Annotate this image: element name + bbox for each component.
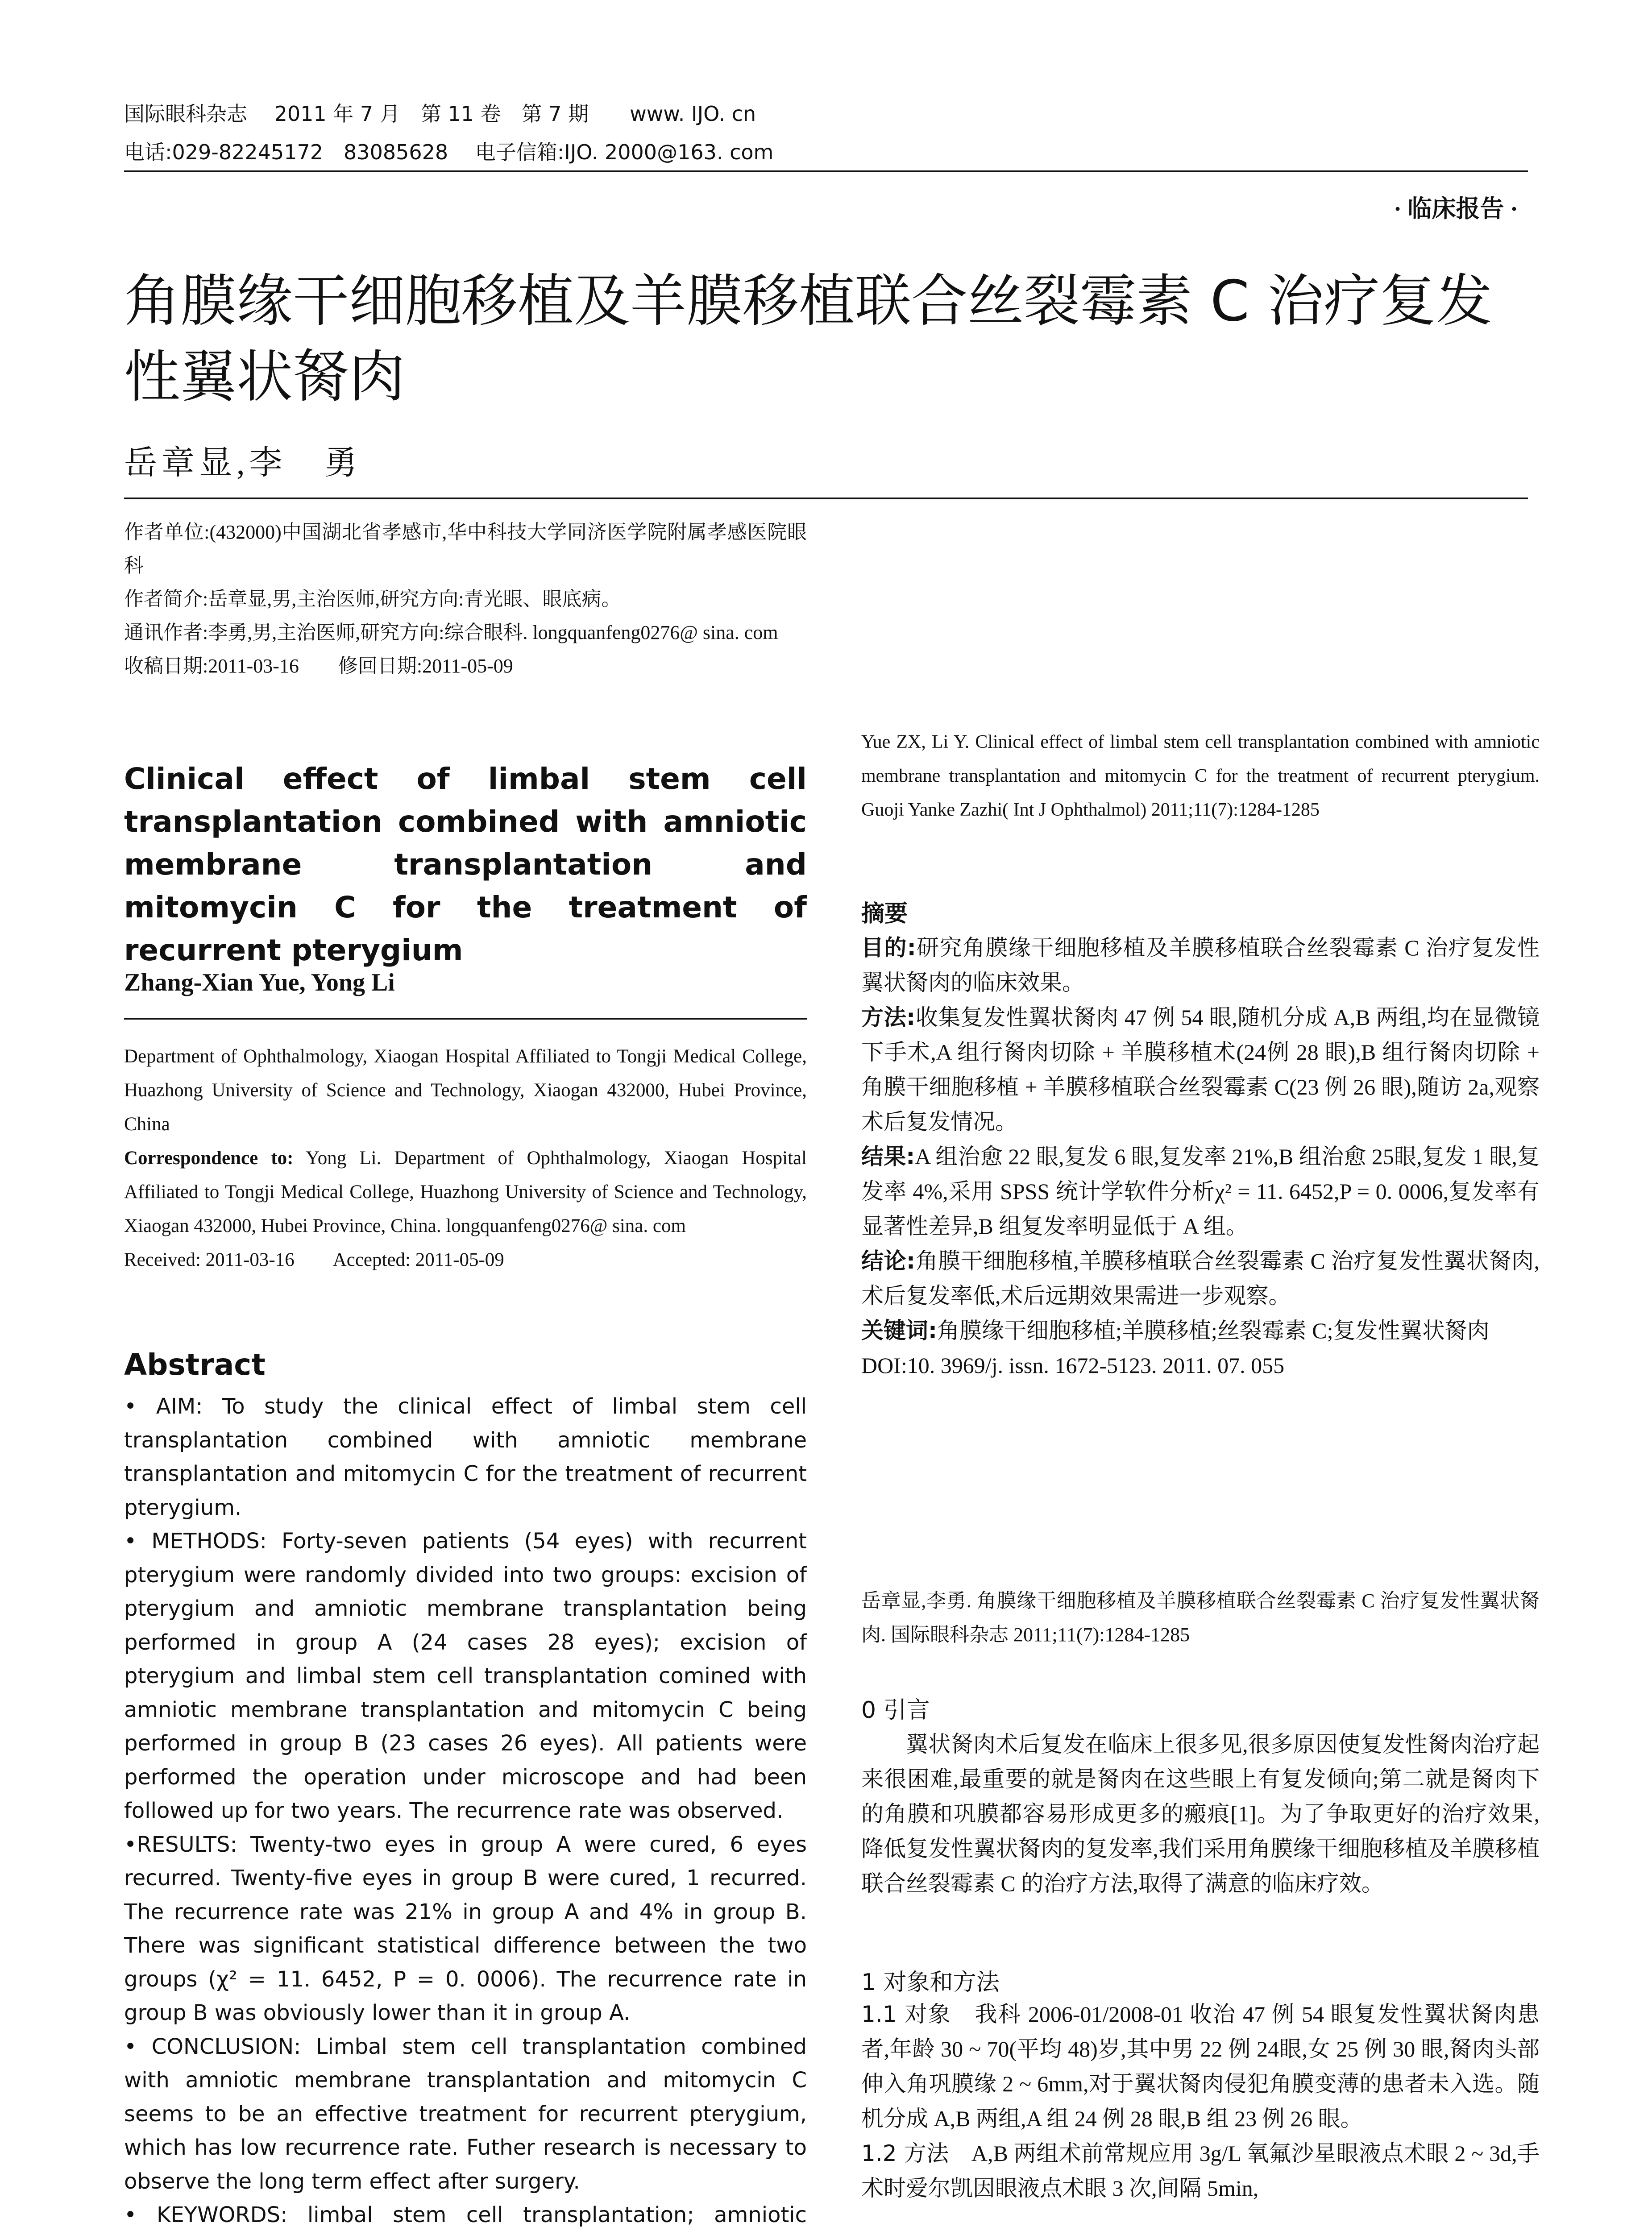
subject-label: 1.1 对象 xyxy=(861,2001,952,2027)
zh-methods xyxy=(861,1000,1540,1139)
affiliation-zh: 作者单位:(432000)中国湖北省孝感市,华中科技大学同济医学院附属孝感医院眼科 xyxy=(124,521,807,576)
zh-results xyxy=(861,1139,1540,1244)
zh-aim-text: 研究角膜缘干细胞移植及羊膜移植联合丝裂霉素 C 治疗复发性翼状胬肉的临床效果。 xyxy=(861,935,1540,995)
abstract-heading: Abstract xyxy=(124,1348,266,1382)
intro-heading: 0 引言 xyxy=(861,1697,930,1724)
zh-doi: DOI:10. 3969/j. issn. 1672-5123. 2011. 07. 055 xyxy=(861,1353,1285,1378)
conclusion-label: • CONCLUSION: xyxy=(124,2034,301,2059)
methods-body xyxy=(861,1997,1540,2206)
zh-keywords xyxy=(861,1313,1540,1348)
authors-rule xyxy=(124,1018,807,1020)
subject-text: 我科 2006-01/2008-01 收治 47 例 54 眼复发性翼状胬肉患者,年龄 30 ~ 70(平均 48)岁,其中男 22 例 24眼,女 25 例 30 眼,胬肉头部伸入角巩膜缘 2 ~ 6mm,对于翼状胬肉侵犯角膜变薄的患者未入选。随机分成 A,B 两组,A 组 24 例 28 眼,B 组 23 例 26 眼。 xyxy=(861,2002,1540,2131)
citation-zh: 岳章显,李勇. 角膜缘干细胞移植及羊膜移植联合丝裂霉素 C 治疗复发性翼状胬肉. 国际眼科杂志 2011;11(7):1284-1285 xyxy=(861,1590,1540,1646)
header-rule xyxy=(124,170,1528,172)
methods-label: • METHODS: xyxy=(124,1529,267,1554)
title-en: Clinical effect of limbal stem cell transplantation combined with amniotic membrane transplantation and mitomycin C for the treatment of recurrent pterygium xyxy=(124,762,807,967)
zh-aim-label: 目的: xyxy=(861,935,916,961)
abstract-zh-heading: 摘要 xyxy=(861,900,908,927)
zh-conclusion-label: 结论: xyxy=(861,1248,916,1274)
dates-zh: 收稿日期:2011-03-16 修回日期:2011-05-09 xyxy=(124,655,513,677)
section-tag: · 临床报告 · xyxy=(1393,195,1518,222)
conclusion-text: Limbal stem cell transplantation combined with amniotic membrane transplantation and mitomycin C seems to be an effective treatment for recurrent pterygium, which has low recurrence rate. Futher research is necessary to observe the long term effect after surgery. xyxy=(124,2034,807,2194)
correspondence-text: Yong Li. Department of Ophthalmology, Xiaogan Hospital Affiliated to Tongji Medical College, Huazhong University of Science and Technology, Xiaogan 432000, Hubei Province, China. longquanfeng0276@ sina. com xyxy=(124,1148,807,1236)
affiliation-en: Department of Ophthalmology, Xiaogan Hospital Affiliated to Tongji Medical College, Huazhong University of Science and Technology, Xiaogan 432000, Hubei Province, China xyxy=(124,1046,807,1135)
method-label: 1.2 方法 xyxy=(861,2140,949,2166)
authors-zh: 岳章显,李 勇 xyxy=(124,445,362,481)
abstract-aim xyxy=(124,1390,807,1525)
title-rule xyxy=(124,498,1528,499)
zh-conclusion-text: 角膜干细胞移植,羊膜移植联合丝裂霉素 C 治疗复发性翼状胬肉,术后复发率低,术后远期效果需进一步观察。 xyxy=(861,1248,1540,1308)
correspondence-en xyxy=(124,1141,807,1243)
keywords-text: limbal stem cell transplantation; amniotic xyxy=(307,2202,807,2227)
method-para xyxy=(861,2136,1540,2206)
aim-label: • AIM: xyxy=(124,1394,203,1419)
zh-keywords-text: 角膜缘干细胞移植;羊膜移植;丝裂霉素 C;复发性翼状胬肉 xyxy=(937,1318,1490,1343)
method-text: A,B 两组术前常规应用 3g/L 氧氟沙星眼液点术眼 2 ~ 3d,手术时爱尔凯因眼液点术眼 3 次,间隔 5min, xyxy=(861,2141,1540,2201)
zh-results-text: A 组治愈 22 眼,复发 6 眼,复发率 21%,B 组治愈 25眼,复发 1 眼,复发率 4%,采用 SPSS 统计学软件分析χ² = 11. 6452,P = 0. 0006,复发率有显著性差异,B 组复发率明显低于 A 组。 xyxy=(861,1144,1540,1239)
author-bio-zh: 作者简介:岳章显,男,主治医师,研究方向:青光眼、眼底病。 xyxy=(124,588,621,610)
zh-keywords-label: 关键词: xyxy=(861,1318,937,1344)
zh-results-label: 结果: xyxy=(861,1144,915,1169)
zh-methods-text: 收集复发性翼状胬肉 47 例 54 眼,随机分成 A,B 两组,均在显微镜下手术,A 组行胬肉切除 + 羊膜移植术(24例 28 眼),B 组行胬肉切除 + 角膜干细胞移植 + 羊膜移植联合丝裂霉素 C(23 例 26 眼),随访 2a,观察术后复发情况。 xyxy=(861,1005,1540,1134)
keywords-label: • KEYWORDS: xyxy=(124,2202,288,2227)
correspondence-label: Correspondence to: xyxy=(124,1148,294,1169)
abstract-methods xyxy=(124,1525,807,1828)
abstract-en-body xyxy=(124,1390,807,2231)
correspondence-zh: 通讯作者:李勇,男,主治医师,研究方向:综合眼科. longquanfeng0276@ sina. com xyxy=(124,622,778,643)
zh-aim xyxy=(861,930,1540,1000)
intro-text: 翼状胬肉术后复发在临床上很多见,很多原因使复发性胬肉治疗起来很困难,最重要的就是胬肉在这些眼上有复发倾向;第二就是胬肉下的角膜和巩膜都容易形成更多的瘢痕[1]。为了争取更好的治疗效果,降低复发性翼状胬肉的复发率,我们采用角膜缘干细胞移植及羊膜移植联合丝裂霉素 C 的治疗方法,取得了满意的临床疗效。 xyxy=(861,1732,1540,1896)
aim-text: To study the clinical effect of limbal stem cell transplantation combined with amniotic membrane transplantation and mitomycin C for the treatment of recurrent pterygium. xyxy=(124,1394,807,1520)
zh-methods-label: 方法: xyxy=(861,1004,916,1030)
info-zh xyxy=(124,515,807,683)
methods-heading: 1 对象和方法 xyxy=(861,1969,1000,1996)
title-zh: 角膜缘干细胞移植及羊膜移植联合丝裂霉素 C 治疗复发性翼状胬肉 xyxy=(124,268,1493,410)
abstract-conclusion xyxy=(124,2030,807,2199)
zh-conclusion xyxy=(861,1244,1540,1313)
citation-en: Yue ZX, Li Y. Clinical effect of limbal stem cell transplantation combined with amniotic membrane transplantation and mitomycin C for the treatment of recurrent pterygium. Guoji Yanke Zazhi( Int J Ophthalmol) 2011;11(7):1284-1285 xyxy=(861,732,1540,820)
results-label: •RESULTS: xyxy=(124,1832,237,1857)
results-text: Twenty-two eyes in group A were cured, 6 eyes recurred. Twenty-five eyes in group B were cured, 1 recurred. The recurrence rate was 21% in group A and 4% in group B. There was significant statistical difference between the two groups (χ² = 11. 6452, P = 0. 0006). The recurrence rate in group B was obviously lower than it in group A. xyxy=(124,1832,807,2025)
authors-en: Zhang-Xian Yue, Yong Li xyxy=(124,969,395,996)
journal-header: 国际眼科杂志 2011 年 7 月 第 11 卷 第 7 期 www. IJO. cn xyxy=(124,102,756,126)
subject-para xyxy=(861,1997,1540,2136)
methods-text: Forty-seven patients (54 eyes) with recurrent pterygium were randomly divided into two groups: excision of pterygium and amniotic membrane transplantation being performed in group A (24 cases 28 eyes); excision of pterygium and limbal stem cell transplantation comined with amniotic membrane transplantation and mitomycin C being performed in group B (23 cases 26 eyes). All patients were performed the operation under microscope and had been followed up for two years. The recurrence rate was observed. xyxy=(124,1529,807,1823)
abstract-zh-body xyxy=(861,930,1540,1383)
abstract-results xyxy=(124,1828,807,2030)
contact-line: 电话:029-82245172 83085628 电子信箱:IJO. 2000@163. com xyxy=(124,140,774,164)
affiliation-block-en xyxy=(124,1040,807,1277)
abstract-keywords xyxy=(124,2198,807,2231)
received-en: Received: 2011-03-16 Accepted: 2011-05-09 xyxy=(124,1249,504,1270)
